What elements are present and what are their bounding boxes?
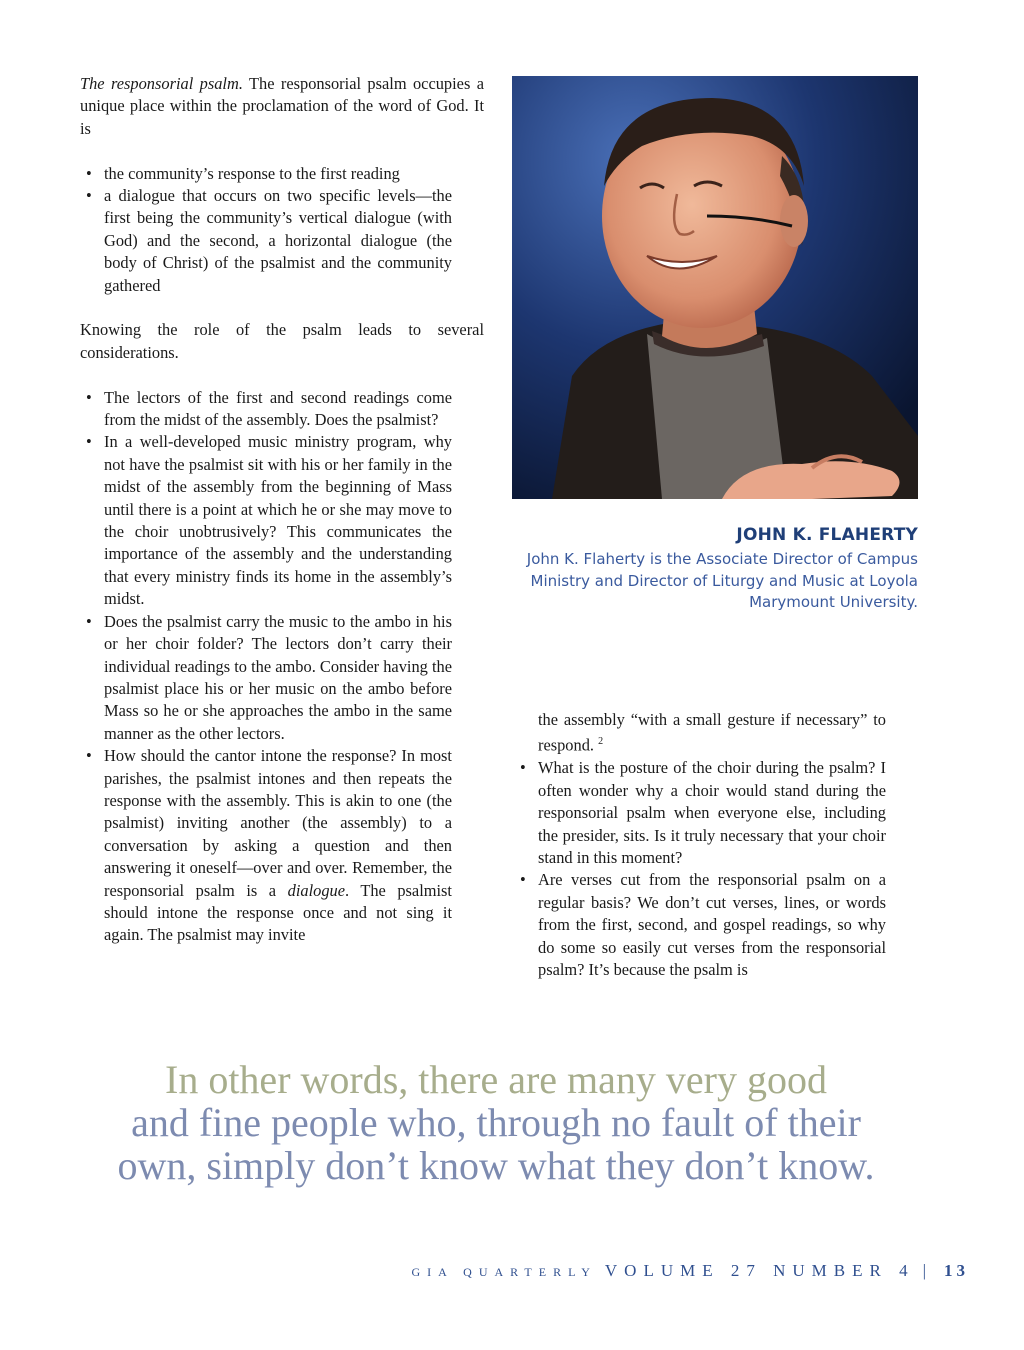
footer-volume: VOLUME 27 NUMBER 4 <box>604 1261 915 1280</box>
cantor-text-post: . The psalmist should intone the response once and not sing it again. The psalmist may invite <box>104 880 452 945</box>
pull-quote <box>96 1058 896 1187</box>
caption-name: JOHN K. FLAHERTY <box>736 525 918 545</box>
continuation-body: the assembly “with a small gesture if necessary” to respond. <box>538 710 886 755</box>
considerations-list <box>80 387 452 947</box>
role-list <box>80 163 452 297</box>
pull-quote-line-3: own, simply don’t know what they don’t know. <box>117 1143 875 1188</box>
list-item: • The lectors of the first and second readings come from the midst of the assembly. Does the psalmist? <box>80 387 452 432</box>
page-number: 13 <box>944 1261 969 1280</box>
pull-quote-line-1: In other words, there are many very good <box>165 1057 827 1102</box>
continuation-text <box>514 709 886 757</box>
intro-paragraph <box>80 73 484 140</box>
cantor-text-pre: How should the cantor intone the response? In most parishes, the psalmist intones and then repeats the response with the assembly. This is akin to one (the psalmist) inviting another (the assembly) to a conversation by asking a question and then answering it oneself—over and over. Remember, the responsorial psalm is a <box>104 746 452 900</box>
caption-text: John K. Flaherty is the Associate Director of Campus Ministry and Director of Liturgy and Music at Loyola Marymount University. <box>526 550 918 611</box>
list-item: • Are verses cut from the responsorial psalm on a regular basis? We don’t cut verses, lines, or words from the first, second, and gospel readings, so why do some so easily cut verses from the responsorial psalm? It’s because the psalm is <box>514 869 886 981</box>
cantor-text-em: dialogue <box>287 880 345 900</box>
list-item: • In a well-developed music ministry program, why not have the psalmist sit with his or her family in the midst of the assembly from the beginning of Mass until there is a point at which he or she may move to the choir unobtrusively? This communicates the importance of the assembly and the understanding that every ministry finds its home in the assembly’s midst. <box>80 431 452 610</box>
list-item: • a dialogue that occurs on two specific levels—the first being the community’s vertical dialogue (with God) and the second, a horizontal dialogue (the body of Christ) of the psalmist and the community gathered <box>80 185 452 297</box>
list-item: • Does the psalmist carry the music to the ambo in his or her choir folder? The lectors don’t carry their individual readings to the ambo. Consider having the psalmist place his or her music on the ambo before Mass so he or she approaches the ambo in the same manner as the other lectors. <box>80 611 452 745</box>
footer-separator: | <box>922 1261 926 1280</box>
speaker-illustration <box>512 76 918 499</box>
list-item: • the community’s response to the first reading <box>80 163 452 185</box>
right-list <box>514 757 886 981</box>
list-item <box>80 745 452 947</box>
list-item: • What is the posture of the choir during the psalm? I often wonder why a choir would stand during the responsorial psalm when everyone else, including the presider, sits. Is it truly necessary that your choir stand in this moment? <box>514 757 886 869</box>
footer-magazine: GIA QUARTERLY <box>411 1265 597 1279</box>
speaker-photo <box>512 76 918 499</box>
intro-lead: The responsorial psalm. <box>80 74 243 93</box>
intro-text: The responsorial psalm occupies a unique place within the proclamation of the word of God. It is <box>80 74 484 138</box>
page-footer <box>411 1261 969 1281</box>
photo-caption <box>512 525 918 614</box>
knowing-paragraph: Knowing the role of the psalm leads to several considerations. <box>80 320 484 362</box>
left-column <box>80 73 484 947</box>
right-column <box>514 709 886 981</box>
pull-quote-line-2: and fine people who, through no fault of their <box>131 1100 861 1145</box>
footnote-marker: 2 <box>598 736 604 748</box>
